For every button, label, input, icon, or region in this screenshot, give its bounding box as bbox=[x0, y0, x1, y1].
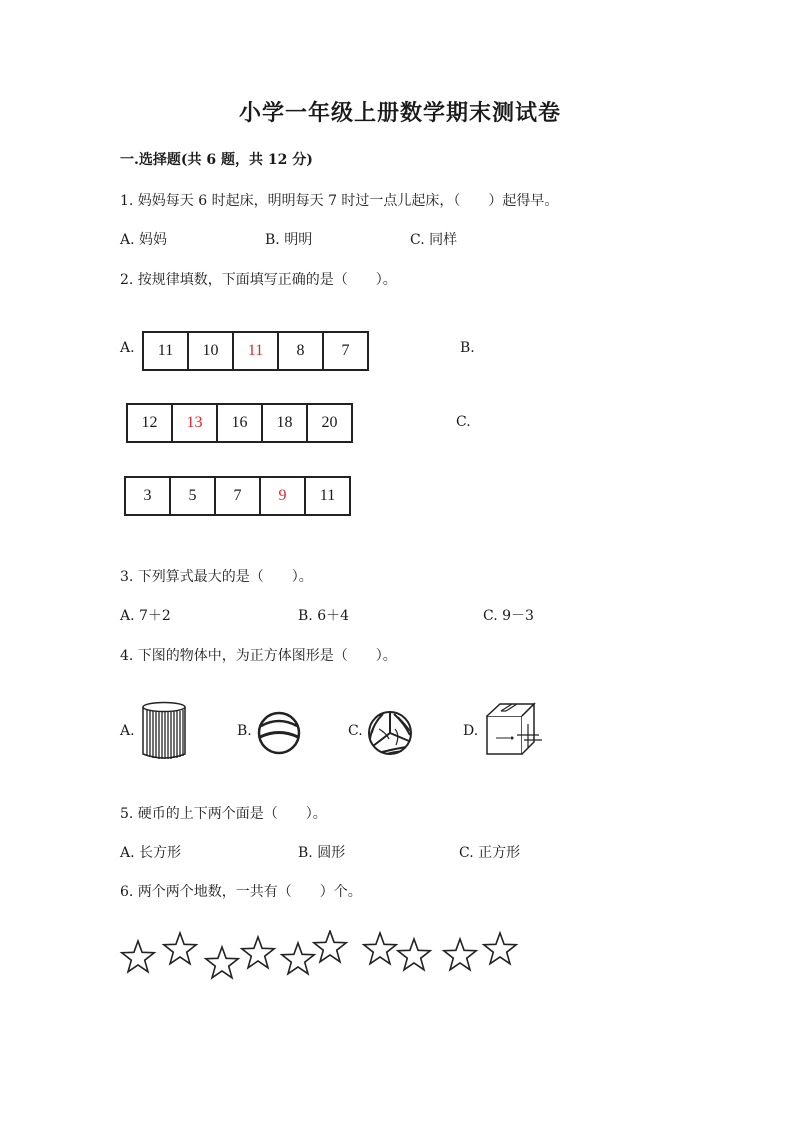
q2-sequence-row-3 bbox=[124, 476, 351, 516]
sequence-cell: 11 bbox=[234, 333, 279, 369]
q3-option-a: A. 7＋2 bbox=[120, 608, 171, 624]
star-outline-icon bbox=[164, 933, 196, 964]
section-heading: 一.选择题(共 6 题，共 12 分) bbox=[120, 152, 313, 168]
question-1-text: 1. 妈妈每天 6 时起床，明明每天 7 时过一点儿起床，（ ）起得早。 bbox=[120, 193, 559, 209]
q2-label-a: A. bbox=[120, 340, 135, 356]
sequence-cell: 11 bbox=[319, 487, 336, 504]
q5-option-b: B. 圆形 bbox=[298, 845, 346, 861]
star-outline-icon bbox=[122, 941, 154, 972]
sequence-cell: 9 bbox=[261, 478, 306, 514]
q5-option-c: C. 正方形 bbox=[459, 845, 521, 861]
q2-label-b: B. bbox=[460, 340, 475, 356]
sequence-cell: 18 bbox=[263, 405, 308, 441]
q4-label-d: D. bbox=[463, 723, 479, 739]
q1-option-a: A. 妈妈 bbox=[120, 232, 168, 248]
star-outline-icon bbox=[484, 933, 516, 964]
sequence-cell: 12 bbox=[128, 405, 173, 441]
question-4-text: 4. 下图的物体中，为正方体图形是（ ）。 bbox=[120, 648, 397, 664]
q4-label-c: C. bbox=[348, 723, 363, 739]
sequence-cell: 3 bbox=[126, 478, 171, 514]
q2-sequence-row-1 bbox=[142, 331, 369, 371]
page-title: 小学一年级上册数学期末测试卷 bbox=[238, 100, 561, 126]
sequence-cell: 20 bbox=[321, 414, 338, 431]
star-group bbox=[118, 930, 528, 986]
star-outline-icon bbox=[282, 943, 314, 974]
star-outline-icon bbox=[444, 939, 476, 970]
star-outline-icon bbox=[242, 937, 274, 968]
star-outline-icon bbox=[398, 939, 430, 970]
star-outline-icon bbox=[206, 947, 238, 978]
sequence-cell: 7 bbox=[341, 342, 350, 359]
q1-option-c: C. 同样 bbox=[410, 232, 458, 248]
question-6-text: 6. 两个两个地数，一共有（ ）个。 bbox=[120, 884, 362, 900]
q4-label-b: B. bbox=[237, 723, 252, 739]
sequence-cell: 7 bbox=[216, 478, 261, 514]
question-5-text: 5. 硬币的上下两个面是（ ）。 bbox=[120, 806, 327, 822]
q5-option-a: A. 长方形 bbox=[120, 845, 182, 861]
question-3-text: 3. 下列算式最大的是（ ）。 bbox=[120, 569, 313, 585]
ball-icon bbox=[255, 710, 303, 756]
question-2-text: 2. 按规律填数，下面填写正确的是（ ）。 bbox=[120, 272, 397, 288]
volleyball-icon bbox=[366, 709, 414, 757]
sequence-cell: 10 bbox=[189, 333, 234, 369]
sequence-cell: 11 bbox=[144, 333, 189, 369]
q4-label-a: A. bbox=[120, 723, 135, 739]
star-outline-icon bbox=[364, 933, 396, 964]
sequence-cell: 8 bbox=[279, 333, 324, 369]
q1-option-b: B. 明明 bbox=[265, 232, 313, 248]
star-outline-icon bbox=[314, 931, 346, 962]
q3-option-b: B. 6＋4 bbox=[298, 608, 350, 624]
sequence-cell: 16 bbox=[218, 405, 263, 441]
sequence-cell: 13 bbox=[173, 405, 218, 441]
cube-box-icon bbox=[484, 702, 544, 758]
q2-sequence-row-2 bbox=[126, 403, 353, 443]
sequence-cell: 5 bbox=[171, 478, 216, 514]
cylinder-icon bbox=[140, 701, 188, 761]
q3-option-c: C. 9－3 bbox=[483, 608, 534, 624]
q2-label-c: C. bbox=[456, 414, 471, 430]
